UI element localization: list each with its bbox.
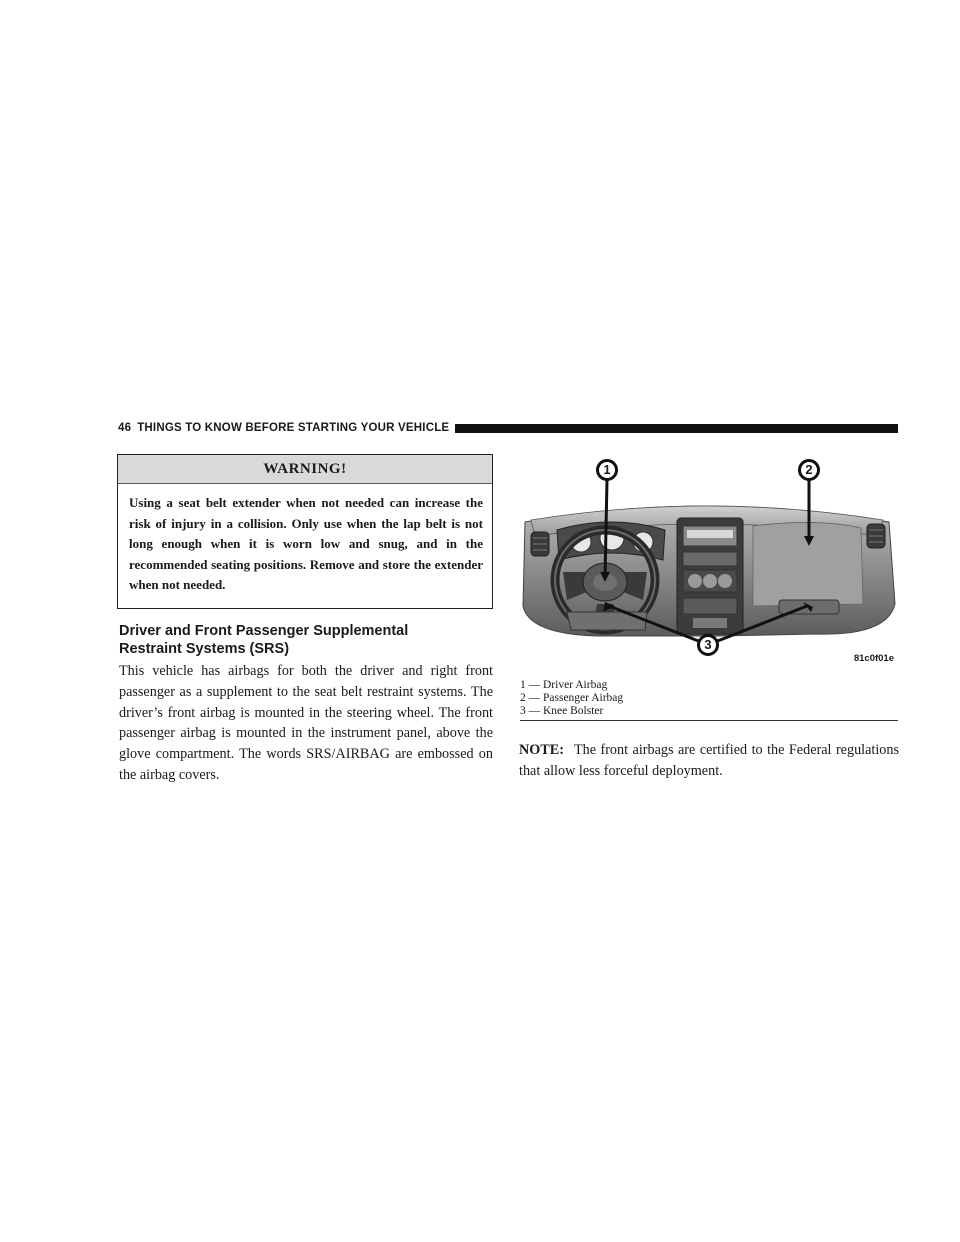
callout-1: 1 — [596, 459, 618, 481]
note-text: The front airbags are certified to the Federal regulations that allow less forceful deployment. — [519, 742, 899, 779]
warning-box — [117, 454, 493, 609]
header-rule — [455, 424, 898, 433]
callout-2: 2 — [798, 459, 820, 481]
warning-text: Using a seat belt extender when not needed can increase the risk of injury in a collision. Only use when the lap belt is not long enough when it is worn low and snug, and in the recommended seating positions. Remove and store the extender when not needed. — [129, 495, 483, 592]
section-heading — [119, 622, 499, 658]
page-number: 46 — [118, 422, 132, 434]
note-label: NOTE: — [519, 742, 564, 758]
legend-item: 2 — Passenger Airbag — [520, 692, 624, 704]
callout-3: 3 — [697, 634, 719, 656]
section-heading-line-2: Restraint Systems (SRS) — [119, 641, 290, 657]
warning-title: WARNING! — [118, 455, 492, 484]
figure-legend — [520, 679, 898, 721]
dashboard-figure — [517, 454, 898, 668]
note — [519, 740, 899, 782]
section-title: THINGS TO KNOW BEFORE STARTING YOUR VEHICLE — [137, 422, 450, 434]
page-header — [118, 421, 898, 435]
section-body: This vehicle has airbags for both the driver and right front passenger as a supplement to the seat belt restraint systems. The driver’s front airbag is mounted in the steering wheel. The front passenger airbag is mounted in the instrument panel, above the glove compartment. The words SRS/AIRBAG are embossed on the airbag covers. — [119, 663, 493, 783]
section-heading-line-1: Driver and Front Passenger Supplemental — [119, 623, 409, 639]
legend-item: 3 — Knee Bolster — [520, 705, 604, 717]
figure-code: 81c0f01e — [853, 653, 894, 664]
legend-item: 1 — Driver Airbag — [520, 679, 608, 691]
